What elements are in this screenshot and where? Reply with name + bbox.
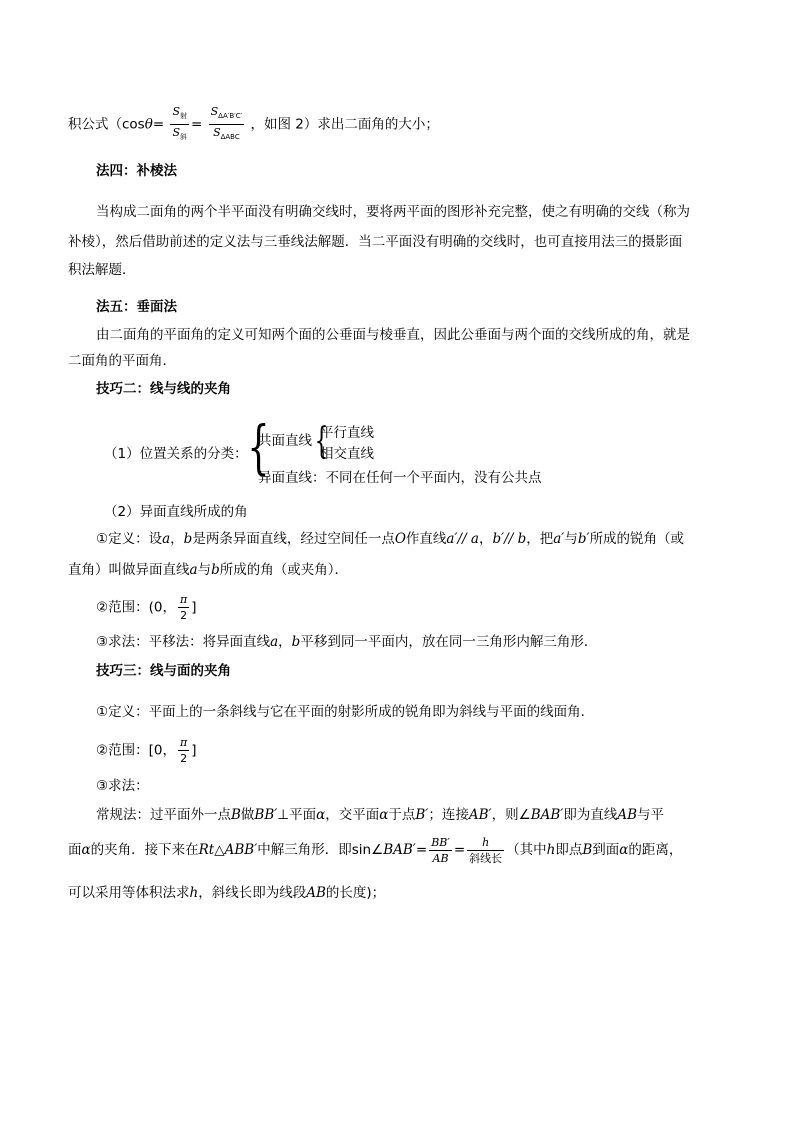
classification-label: （1）位置关系的分类：	[104, 446, 248, 462]
skew-angle-definition-line1: ①定义：设a，b是两条异面直线，经过空间任一点O作直线a′// a，b′// b，把a′与b′所成的锐角（或	[96, 531, 685, 547]
translation-method: ③求法：平移法：将异面直线a，b平移到同一平面内，放在同一三角形内解三角形．	[96, 634, 598, 650]
skew-lines-definition: 异面直线：不同在任何一个平面内，没有公共点	[258, 470, 542, 486]
skew-angle-heading: （2）异面直线所成的角	[104, 504, 248, 520]
standard-method-line1: 常规法：过平面外一点B做BB′⊥平面α，交平面α于点B′；连接AB′，则∠BAB′即为直线AB与平	[96, 807, 665, 823]
area-formula-suffix: ，如图 2）求出二面角的大小；	[250, 116, 439, 133]
theta-symbol: θ	[144, 116, 153, 133]
area-formula-line: 积公式（cosθ= $\frac{S_射}{S_斜}$ = $\frac{S_{\Delta A'B'C'}}{S_{\Delta ABC}}$ ，如图 2）求出二面角的大小；	[68, 104, 439, 145]
intersecting-lines-label: 相交直线	[320, 446, 374, 462]
skew-angle-definition-line2: 直角）叫做异面直线a与b所成的角（或夹角）．	[68, 562, 348, 578]
height-over-slant-fraction: $\frac{h}{\text{斜线长}}$	[469, 835, 503, 865]
skew-angle-range: ②范围：(0， $\frac{\pi}{2}$ ]	[96, 593, 197, 622]
method5-heading: 法五：垂面法	[96, 299, 177, 315]
method4-line1: 当构成二面角的两个半平面没有明确交线时，要将两平面的图形补充完整，使之有明确的交线（称为	[96, 204, 690, 220]
inner-brace: {	[314, 421, 329, 462]
line-plane-angle-range: ②范围：[0， $\frac{\pi}{2}$ ]	[96, 736, 197, 765]
triangle-area-fraction: $\frac{S_{\Delta A'B'C'}}{S_{\Delta ABC}}$	[210, 105, 243, 141]
method5-line2: 二面角的平面角．	[68, 353, 176, 369]
standard-method-line2: 面α的夹角．接下来在Rt△ABB′中解三角形．即sin∠BAB′= $\frac{BB'}{AB}$ = $\frac{h}{\text{斜线长}}$ （其中h即点B到面α的距离，	[68, 835, 683, 865]
parallel-lines-label: 平行直线	[320, 425, 374, 441]
equals-sign: =	[152, 116, 165, 133]
line-plane-angle-definition: ①定义：平面上的一条斜线与它在平面的射影所成的锐角即为斜线与平面的线面角．	[96, 704, 595, 720]
sine-ratio-fraction: $\frac{BB'}{AB}$	[431, 835, 450, 865]
method5-line1: 由二面角的平面角的定义可知两个面的公垂面与棱垂直，因此公垂面与两个面的交线所成的角，就是	[96, 327, 690, 343]
pi-over-two-fraction: $\frac{\pi}{2}$	[179, 593, 188, 622]
outer-brace: {	[247, 413, 270, 481]
projection-ratio-fraction: $\frac{S_射}{S_斜}$	[172, 105, 188, 141]
coplanar-lines-label: 共面直线	[258, 433, 312, 449]
area-formula-prefix: 积公式（cos	[68, 116, 145, 133]
standard-method-line3: 可以采用等体积法求h，斜线长即为线段AB的长度)；	[68, 885, 386, 901]
method4-line3: 积法解题．	[68, 262, 136, 278]
method4-heading: 法四：补棱法	[96, 163, 177, 179]
method4-line2: 补棱），然后借助前述的定义法与三垂线法解题．当二平面没有明确的交线时，也可直接用法三的摄影面	[68, 234, 683, 250]
skill2-heading: 技巧二：线与线的夹角	[96, 381, 231, 397]
solving-methods-label: ③求法：	[96, 778, 149, 794]
pi-over-two-fraction: $\frac{\pi}{2}$	[179, 736, 188, 765]
skill3-heading: 技巧三：线与面的夹角	[96, 663, 231, 679]
